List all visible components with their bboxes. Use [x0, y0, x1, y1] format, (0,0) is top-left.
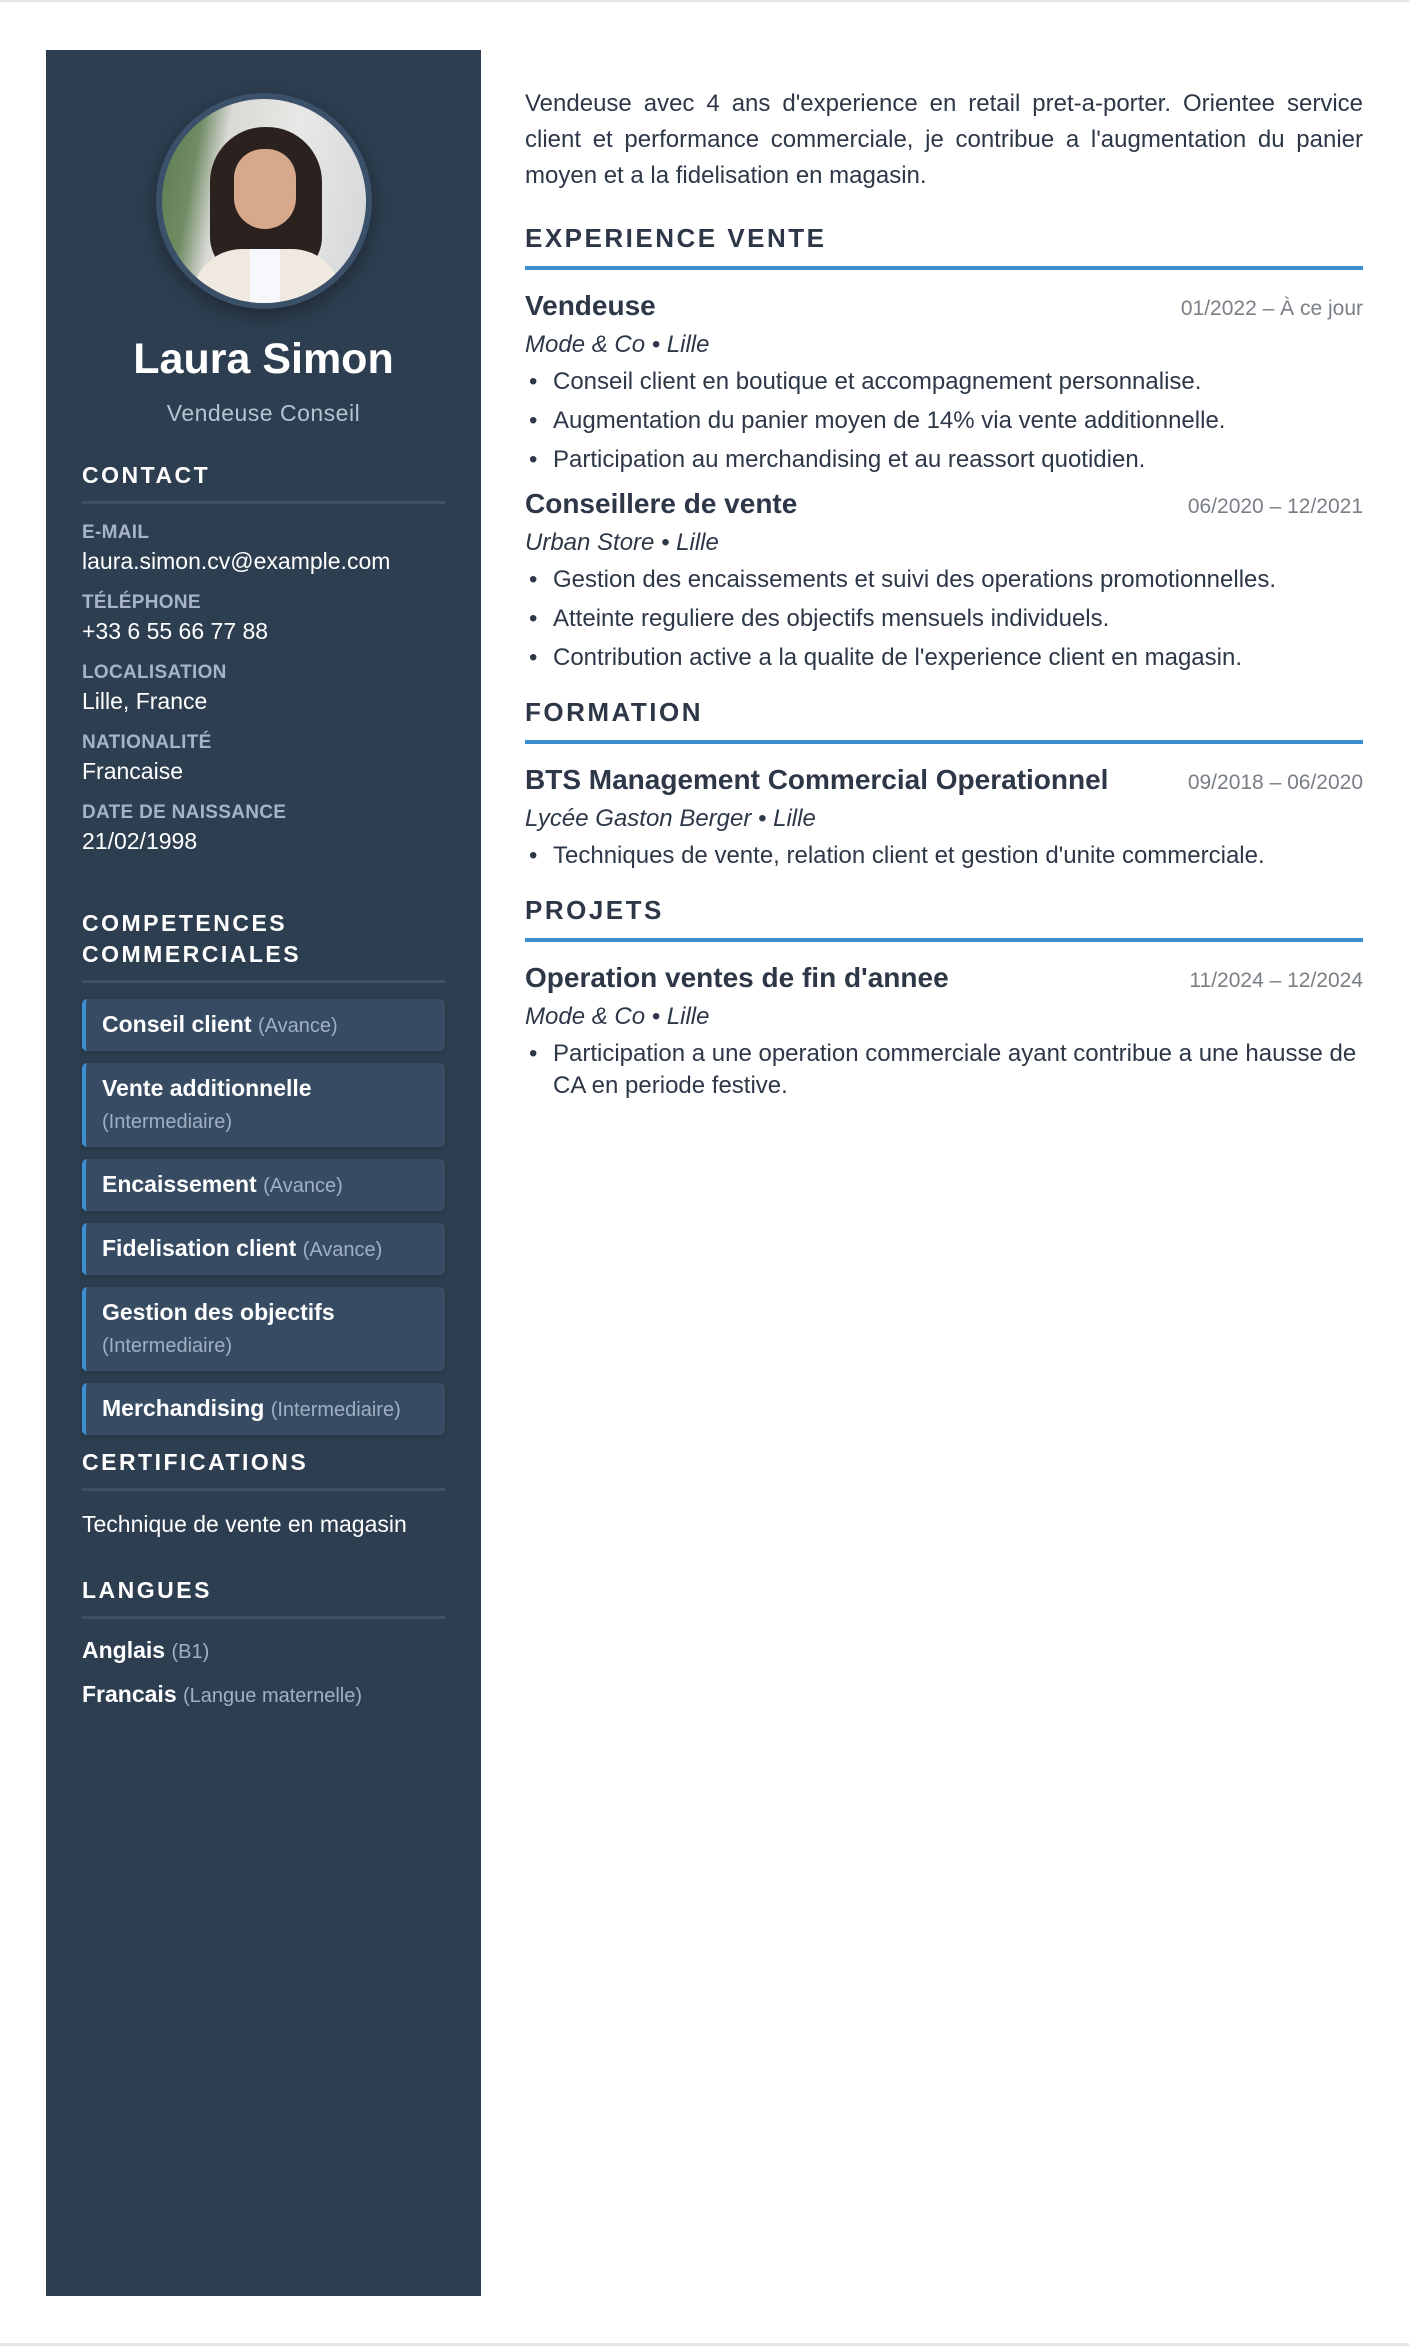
contact-heading: CONTACT — [82, 462, 211, 488]
sidebar — [46, 50, 481, 2296]
skill-name: Fidelisation client — [102, 1235, 297, 1261]
section-rule — [525, 740, 1363, 744]
profile-summary: Vendeuse avec 4 ans d'experience en retail pret-a-porter. Orientee service client et performance commerciale, je contribue a l'augmentation du panier moyen et a la fidelisation en magasin. — [525, 90, 1363, 189]
bullet-item: • Atteinte reguliere des objectifs mensuels individuels. — [525, 603, 1363, 635]
experience-entry — [525, 288, 1363, 476]
bullet-item: • Conseil client en boutique et accompagnement personnalise. — [525, 366, 1363, 398]
section-rule — [525, 938, 1363, 942]
job-title: Vendeuse — [525, 290, 656, 321]
candidate-role: Vendeuse Conseil — [166, 400, 361, 426]
job-company: Urban Store • Lille — [525, 529, 719, 556]
profile-photo — [162, 99, 366, 303]
bullet-item: • Contribution active a la qualite de l'experience client en magasin. — [525, 642, 1363, 674]
skill-level: (Intermediaire) — [102, 1335, 233, 1357]
contact-label: NATIONALITÉ — [82, 732, 212, 753]
profile-photo-frame — [156, 93, 372, 309]
birthdate-value: 21/02/1998 — [82, 828, 198, 854]
skills-heading-line: COMPETENCES — [82, 910, 288, 936]
skill-level: (Avance) — [257, 1015, 338, 1037]
skill-level: (Intermediaire) — [270, 1399, 401, 1421]
bullet-item: • Techniques de vente, relation client et gestion d'unite commerciale. — [525, 840, 1363, 872]
main-content — [525, 86, 1363, 1109]
job-title: Conseillere de vente — [525, 488, 798, 519]
section-divider — [82, 501, 445, 504]
contact-label: LOCALISATION — [82, 662, 227, 683]
language-level: (B1) — [171, 1641, 210, 1663]
bullet-item: • Augmentation du panier moyen de 14% via vente additionnelle. — [525, 405, 1363, 437]
school-name: Lycée Gaston Berger • Lille — [525, 805, 816, 832]
skill-item — [82, 1383, 445, 1435]
contact-item-birthdate — [82, 802, 445, 856]
page-top-border — [0, 0, 1409, 2]
languages-list — [82, 1629, 445, 1717]
bullet-item: • Participation au merchandising et au reassort quotidien. — [525, 444, 1363, 476]
project-title: Operation ventes de fin d'annee — [525, 962, 949, 993]
experience-entry — [525, 486, 1363, 674]
skills-section — [82, 908, 445, 1435]
section-divider — [82, 980, 445, 983]
phone-value[interactable]: +33 6 55 66 77 88 — [82, 618, 269, 644]
job-company: Mode & Co • Lille — [525, 331, 710, 358]
skill-name: Vente additionnelle — [102, 1075, 312, 1101]
contact-label: DATE DE NAISSANCE — [82, 802, 287, 823]
skill-name: Conseil client — [102, 1011, 252, 1037]
certifications-section — [82, 1447, 445, 1538]
skill-item — [82, 1287, 445, 1371]
nationality-value: Francaise — [82, 758, 183, 784]
contact-item-phone — [82, 592, 445, 646]
education-section — [525, 696, 1363, 872]
education-entry — [525, 762, 1363, 872]
degree-bullets — [525, 840, 1363, 872]
experience-section — [525, 222, 1363, 674]
skill-name: Merchandising — [102, 1395, 265, 1421]
photo-face-shape — [234, 149, 296, 229]
skill-item — [82, 1159, 445, 1211]
candidate-name: Laura Simon — [133, 335, 394, 383]
entry-header — [525, 762, 1363, 798]
entry-header — [525, 486, 1363, 522]
skill-name: Gestion des objectifs — [102, 1299, 335, 1325]
projects-section — [525, 894, 1363, 1102]
location-value: Lille, France — [82, 688, 208, 714]
email-value[interactable]: laura.simon.cv@example.com — [82, 548, 391, 574]
contact-item-email — [82, 522, 445, 576]
experience-heading: EXPERIENCE VENTE — [525, 223, 827, 253]
skill-level: (Avance) — [263, 1175, 343, 1197]
contact-item-location — [82, 662, 445, 716]
skill-level: (Intermediaire) — [102, 1111, 233, 1133]
bullet-item: • Participation a une operation commerciale ayant contribue a une hausse de CA en periode festive. — [525, 1038, 1363, 1102]
certifications-heading: CERTIFICATIONS — [82, 1449, 309, 1475]
skill-item — [82, 999, 445, 1051]
language-level: (Langue maternelle) — [183, 1685, 362, 1707]
language-item — [82, 1629, 445, 1673]
languages-section — [82, 1575, 445, 1717]
job-dates: 01/2022 – À ce jour — [1180, 297, 1363, 320]
project-dates: 11/2024 – 12/2024 — [1189, 969, 1363, 992]
language-item — [82, 1673, 445, 1717]
skill-item — [82, 1223, 445, 1275]
entry-header — [525, 288, 1363, 324]
project-bullets — [525, 1038, 1363, 1102]
section-divider — [82, 1616, 445, 1619]
contact-label: E-MAIL — [82, 522, 150, 543]
contact-section — [82, 460, 445, 856]
languages-heading: LANGUES — [82, 1577, 212, 1603]
project-company: Mode & Co • Lille — [525, 1003, 710, 1030]
job-bullets — [525, 564, 1363, 674]
certification-item: Technique de vente en magasin — [82, 1511, 407, 1537]
skill-level: (Avance) — [302, 1239, 383, 1261]
skill-item — [82, 1063, 445, 1147]
projects-heading: PROJETS — [525, 895, 664, 925]
entry-header — [525, 960, 1363, 996]
section-divider — [82, 1488, 445, 1491]
bullet-item: • Gestion des encaissements et suivi des operations promotionnelles. — [525, 564, 1363, 596]
skills-heading — [82, 908, 445, 970]
education-heading: FORMATION — [525, 697, 703, 727]
contact-label: TÉLÉPHONE — [82, 592, 201, 613]
degree-title: BTS Management Commercial Operationnel — [525, 764, 1109, 795]
language-name: Francais — [82, 1681, 177, 1707]
project-entry — [525, 960, 1363, 1102]
degree-dates: 09/2018 – 06/2020 — [1187, 771, 1363, 794]
job-dates: 06/2020 – 12/2021 — [1187, 495, 1363, 518]
skills-heading-line: COMMERCIALES — [82, 941, 302, 967]
language-name: Anglais — [82, 1637, 166, 1663]
skill-name: Encaissement — [102, 1171, 257, 1197]
job-bullets — [525, 366, 1363, 476]
contact-item-nationality — [82, 732, 445, 786]
section-rule — [525, 266, 1363, 270]
photo-shirt-shape — [250, 249, 280, 303]
